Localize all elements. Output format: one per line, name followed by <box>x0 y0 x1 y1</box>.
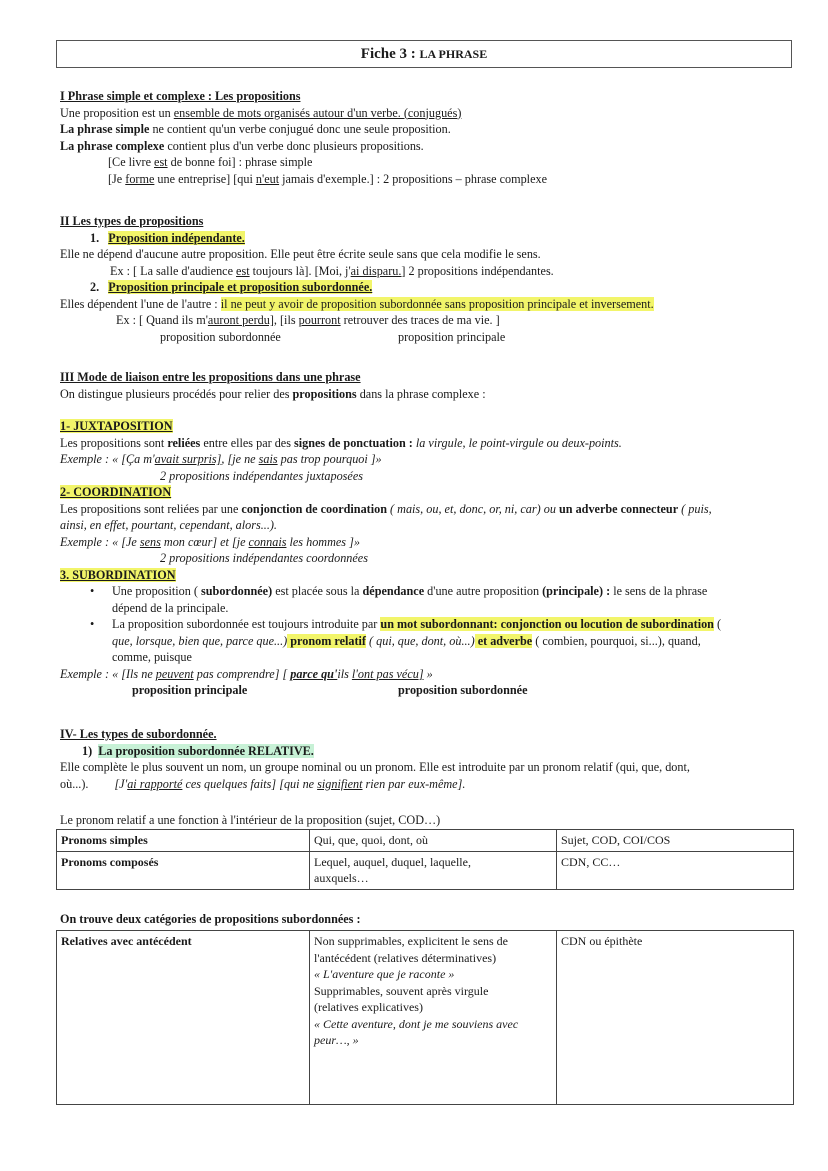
coordination-label: 2 propositions indépendantes coordonnées <box>160 551 368 565</box>
table-1-caption: Le pronom relatif a une fonction à l'intérieur de la proposition (sujet, COD…) <box>60 813 441 827</box>
complex-sentence-line: La phrase complexe contient plus d'un verbe donc plusieurs propositions. <box>60 138 424 153</box>
section-3-heading: III Mode de liaison entre les propositions dans une phrase <box>60 370 361 384</box>
simple-sentence-line: La phrase simple ne contient qu'un verbe conjugué donc une seule proposition. <box>60 122 451 136</box>
principal-text: Elles dépendent l'une de l'autre : il ne peut y avoir de proposition subordonnée sans proposition principale et inversement. <box>60 296 654 311</box>
juxtaposition-title: 1- JUXTAPOSITION <box>60 419 173 433</box>
table-cell: Sujet, COD, COI/COS <box>557 830 794 852</box>
example-simple: [Ce livre est de bonne foi] : phrase simple <box>108 155 313 169</box>
relative-pronouns-table <box>56 829 794 890</box>
subordination-example-labels: proposition principale proposition subordonnée <box>132 683 528 697</box>
section-3 <box>60 369 800 699</box>
juxtaposition-example: Exemple : « [Ça m'avait surpris], [je ne sais pas trop pourquoi ]» <box>60 452 382 466</box>
table-row <box>57 851 794 889</box>
section-2 <box>60 213 800 345</box>
coordination-text-2: ainsi, en effet, pourtant, cependant, alors...). <box>60 518 277 532</box>
table-cell: CDN ou épithète <box>557 931 794 1105</box>
juxtaposition-text: Les propositions sont reliées entre elles par des signes de ponctuation : la virgule, le point-virgule ou deux-points. <box>60 435 622 450</box>
section-4 <box>60 726 800 792</box>
relative-categories-table <box>56 930 794 1105</box>
table-cell: Pronoms composés <box>57 851 310 889</box>
section-1-heading: I Phrase simple et complexe : Les propositions <box>60 89 301 103</box>
table-cell: Lequel, auquel, duquel, laquelle, auxquels… <box>310 851 557 889</box>
section-2-heading: II Les types de propositions <box>60 214 204 228</box>
coordination-text-1: Les propositions sont reliées par une conjonction de coordination ( mais, ou, et, donc, or, ni, car) ou un adverbe connecteur ( puis, <box>60 501 712 516</box>
principal-example: Ex : [ Quand ils m'auront perdu], [ils pourront retrouver des traces de ma vie. ] <box>116 313 500 327</box>
page-title: Fiche 3 : LA PHRASE <box>56 40 792 68</box>
table-2-caption: On trouve deux catégories de propositions subordonnées : <box>60 912 361 926</box>
table-cell: Relatives avec antécédent <box>57 931 310 1105</box>
independent-text: Elle ne dépend d'aucune autre proposition. Elle peut être écrite seule sans que cela modifie le sens. <box>60 247 541 261</box>
juxtaposition-label: 2 propositions indépendantes juxtaposées <box>160 468 363 483</box>
example-complex: [Je forme une entreprise] [qui n'eut jamais d'exemple.] : 2 propositions – phrase complexe <box>108 171 547 186</box>
table-row <box>57 931 794 1105</box>
table-cell: Pronoms simples <box>57 830 310 852</box>
relative-text: Elle complète le plus souvent un nom, un groupe nominal ou un pronom. Elle est introduite par un pronom relatif (qui, que, dont, <box>60 760 690 774</box>
table-cell: Qui, que, quoi, dont, où <box>310 830 557 852</box>
relative-example: où...). [J'ai rapporté ces quelques faits] [qui ne signifient rien par eux-même]. <box>60 776 466 791</box>
coordination-title: 2- COORDINATION <box>60 485 172 499</box>
section-3-intro: On distingue plusieurs procédés pour relier des propositions dans la phrase complexe : <box>60 386 486 401</box>
subordination-bullet-2-cont: que, lorsque, bien que, parce que...) pronom relatif ( qui, que, dont, où...) et adverbe ( combien, pourquoi, si...), quand, <box>112 633 701 648</box>
independent-example: Ex : [ La salle d'audience est toujours là]. [Moi, j'ai disparu.] 2 propositions indépendantes. <box>110 263 554 278</box>
subsection-principal: 2. Proposition principale et proposition subordonnée. <box>90 280 373 294</box>
section-4-heading: IV- Les types de subordonnée. <box>60 727 217 741</box>
subordination-example: Exemple : « [Ils ne peuvent pas comprendre] [ parce qu'ils l'ont pas vécu] » <box>60 666 433 681</box>
coordination-example: Exemple : « [Je sens mon cœur] et [je connais les hommes ]» <box>60 534 360 549</box>
definition-line: Une proposition est un ensemble de mots organisés autour d'un verbe. (conjugués) <box>60 105 462 120</box>
subordination-title: 3. SUBORDINATION <box>60 567 176 582</box>
subsection-independent: 1. Proposition indépendante. <box>90 230 245 245</box>
principal-example-labels: proposition subordonnée proposition principale <box>160 329 506 344</box>
subordination-bullet-1-cont: dépend de la principale. <box>112 600 229 615</box>
subordination-bullet-2: • La proposition subordonnée est toujours introduite par un mot subordonnant: conjonction ou locution de subordination ( <box>60 616 800 633</box>
table-cell: Non supprimables, explicitent le sens de l'antécédent (relatives déterminatives) « L'aventure que je raconte » Supprimables, souvent après virgule (relatives explicatives) « Cette aventure, dont je me souviens avec peur…, » <box>310 931 557 1105</box>
table-row <box>57 830 794 852</box>
section-1 <box>60 88 800 187</box>
table-cell: CDN, CC… <box>557 851 794 889</box>
relative-title: 1) La proposition subordonnée RELATIVE. <box>82 743 314 758</box>
subordination-bullet-1: • Une proposition ( subordonnée) est placée sous la dépendance d'une autre proposition (principale) : le sens de la phrase <box>60 583 800 600</box>
subordination-bullet-2-end: comme, puisque <box>112 650 192 664</box>
